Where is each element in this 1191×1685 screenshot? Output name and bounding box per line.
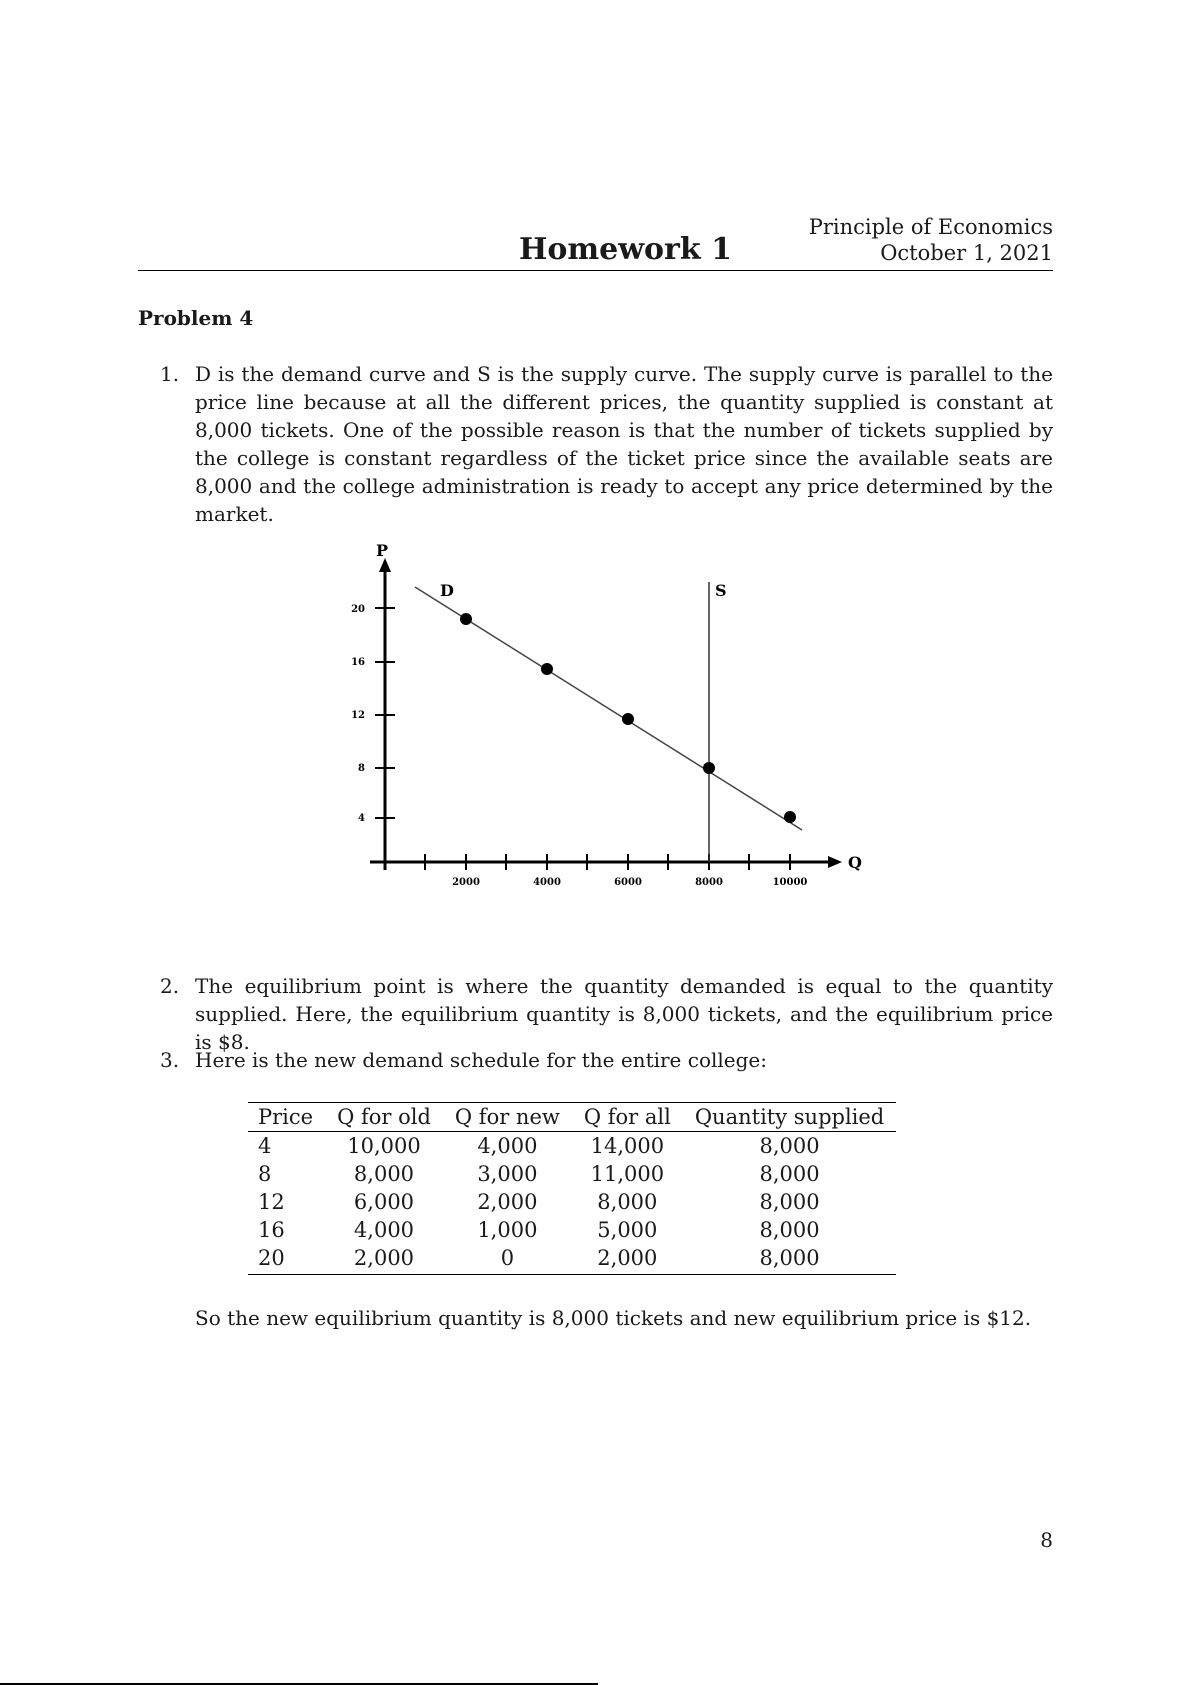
cell: 8,000 [597,1190,658,1214]
cell: 8,000 [759,1162,820,1186]
chart-axes [370,558,842,870]
conclusion-text: So the new equilibrium quantity is 8,000 tickets and new equilibrium price is $12. [195,1306,1032,1330]
item-text: D is the demand curve and S is the supply curve. The supply curve is parallel to the price line because at all the different prices, the quantity supplied is constant at 8,000 tickets. One of the possible reason is that the number of tickets supplied by the college is constant regardless of the ticket price since the available seats are 8,000 and the college administration is ready to accept any price determined by the market. [195,362,1053,526]
header-rule [138,270,1053,271]
answer-item-3 [160,1046,1053,1074]
item-number: 3. [160,1048,180,1072]
table-row [248,1188,896,1216]
course-name: Principle of Economics [808,215,1053,239]
col-header: Q for new [443,1103,572,1132]
col-header: Price [248,1103,325,1132]
col-header: Q for old [325,1103,443,1132]
col-header: Q for all [572,1103,683,1132]
demand-curve [415,587,802,830]
cell: 8,000 [759,1218,820,1242]
col-header: Quantity supplied [683,1103,896,1132]
cell: 20 [248,1244,325,1275]
table-row [248,1160,896,1188]
item-text: The equilibrium point is where the quantity demanded is equal to the quantity supplied. Here, the equilibrium quantity is 8,000 tickets, and the equilibrium price is $8. [195,974,1053,1054]
supply-label: S [715,581,727,600]
answer-item-1 [160,360,1053,528]
cell: 6,000 [353,1190,415,1214]
cell: 12 [258,1190,285,1214]
cell: 8 [258,1162,272,1186]
y-tick-label: 16 [351,657,365,668]
y-tick-label: 20 [351,604,365,615]
cell: 8,000 [353,1162,415,1186]
cell: 4,000 [353,1218,415,1242]
cell: 5,000 [597,1218,658,1242]
cell: 14,000 [590,1134,665,1158]
answer-item-2 [160,972,1053,1056]
table-row [248,1244,896,1275]
item-number: 1. [160,362,180,386]
cell: 0 [443,1244,572,1275]
cell: 8,000 [759,1190,820,1214]
supply-demand-chart [330,540,870,890]
cell: 2,000 [572,1244,683,1275]
x-tick-label: 4000 [533,877,561,888]
x-tick-label: 10000 [772,877,808,888]
x-tick-label: 8000 [695,877,723,888]
cell: 10,000 [347,1134,421,1158]
table-row [248,1132,896,1161]
p-axis-label: P [375,541,389,560]
demand-points [460,613,796,823]
table-header-row [248,1103,896,1132]
demand-schedule-table [248,1102,896,1275]
cell: 2,000 [477,1190,538,1214]
q-axis-label: Q [848,853,862,872]
y-tick-label: 8 [358,763,365,774]
cell: 3,000 [477,1162,538,1186]
cell: 1,000 [477,1218,538,1242]
page-title: Homework 1 [519,232,732,267]
footer-rule [0,1683,598,1685]
x-tick-label: 6000 [614,877,642,888]
item-text: Here is the new demand schedule for the entire college: [195,1048,768,1072]
cell: 2,000 [325,1244,443,1275]
item-number: 2. [160,974,180,998]
page-number: 8 [1040,1528,1053,1552]
table-row [248,1216,896,1244]
cell: 4,000 [477,1134,538,1158]
demand-label: D [440,581,454,600]
x-tick-label: 2000 [452,877,480,888]
y-tick-label: 12 [351,710,365,721]
header-date: October 1, 2021 [880,241,1053,265]
problem-heading: Problem 4 [138,306,254,330]
cell: 11,000 [590,1162,665,1186]
cell: 4 [258,1134,272,1158]
cell: 16 [258,1218,285,1242]
cell: 8,000 [759,1134,820,1158]
y-tick-label: 4 [358,813,365,824]
cell: 8,000 [683,1244,896,1275]
